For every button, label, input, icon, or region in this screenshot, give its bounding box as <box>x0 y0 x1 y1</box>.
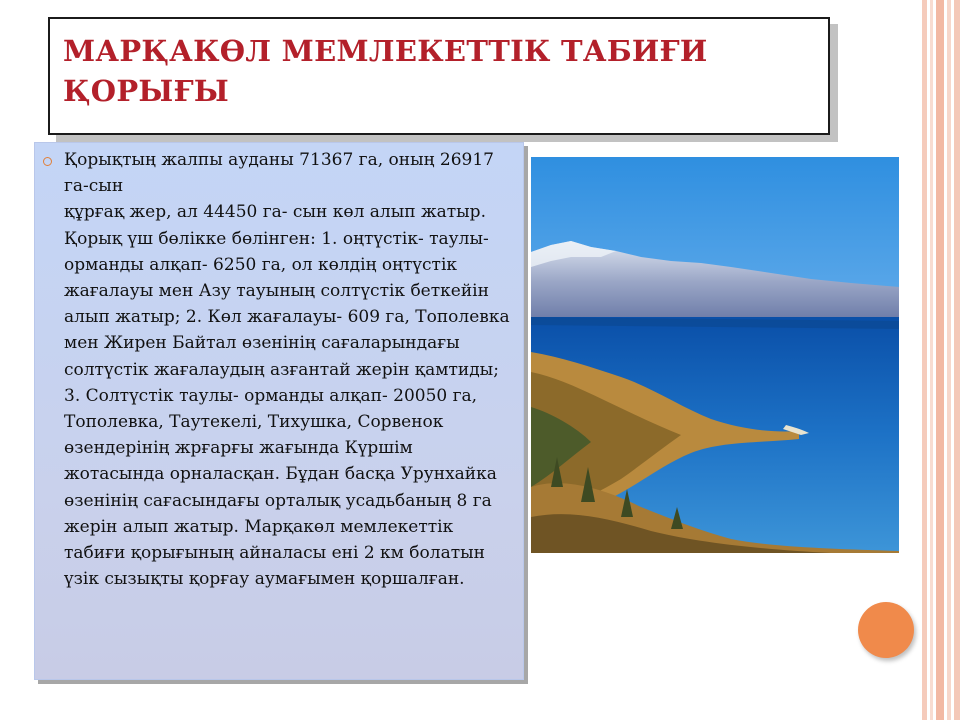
body-text-box[interactable] <box>34 142 524 680</box>
stripe <box>947 0 951 720</box>
stripe <box>936 0 944 720</box>
decorative-stripes <box>920 0 960 720</box>
stripe <box>954 0 960 720</box>
stripe <box>930 0 933 720</box>
stripe <box>922 0 927 720</box>
title-box[interactable] <box>48 17 830 135</box>
bullet-icon <box>43 157 52 166</box>
lake-photo <box>531 157 899 553</box>
slide-title: МАРҚАКӨЛ МЕМЛЕКЕТТІК ТАБИҒИ ҚОРЫҒЫ <box>63 34 708 108</box>
orange-circle-icon <box>858 602 914 658</box>
body-paragraph: Қорықтың жалпы ауданы 71367 га, оның 26917 га-сын құрғақ жер, ал 44450 га- сын көл алып жатыр. Қорық үш бөлікке бөлінген: 1. оңтүстік- таулы- орманды алқап- 6250 га, ол көлдің оңтүстік жағалауы мен Азу тауының солтүстік беткейін алып жатыр; 2. Көл жағалауы- 609 га, Тополевка мен Жирен Байтал өзенінің сағаларындағы солтүстік жағалаудың азғантай жерін қамтиды; 3. Солтүстік таулы- орманды алқап- 20050 га, Тополевка, Таутекелі, Тихушка, Сорвенок өзендерінің жрғарғы жағында Күршім жотасында орналасқан. Бұдан басқа Урунхайка өзенінің сағасындағы орталық усадьбаның 8 га жерін алып жатыр. Марқакөл мемлекеттік табиғи қорығының айналасы ені 2 км болатын үзік сызықты қорғау аумағымен қоршалған. <box>64 150 510 590</box>
